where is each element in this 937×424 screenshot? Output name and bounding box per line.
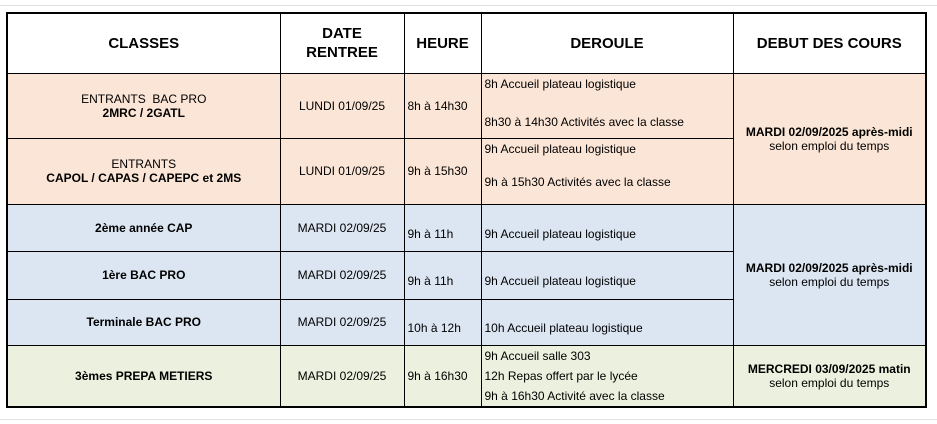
debut-line2: selon emploi du temps (769, 274, 890, 289)
debut-line2: selon emploi du temps (769, 375, 890, 390)
deroule-cell (481, 138, 733, 204)
heure-cell: 9h à 15h30 (404, 138, 481, 204)
deroule-line: 10h Accueil plateau logistique (484, 321, 643, 335)
debut-line2: selon emploi du temps (769, 138, 890, 153)
header-heure: HEURE (404, 13, 481, 73)
deroule-line: 9h à 16h30 Activité avec la classe (484, 388, 665, 403)
class-line2: 2MRC / 2GATL (102, 105, 185, 120)
deroule-line: 9h Accueil plateau logistique (484, 274, 636, 288)
deroule-cell (481, 73, 733, 138)
debut-cell (733, 345, 926, 407)
header-deroule: DEROULE (481, 13, 733, 73)
deroule-line: 9h Accueil plateau logistique (484, 141, 636, 156)
table-row (7, 204, 926, 251)
header-date-rentree (280, 13, 404, 73)
gridline (0, 419, 937, 420)
deroule-cell (481, 299, 733, 345)
deroule-cell (481, 251, 733, 299)
deroule-line: 9h à 15h30 Activités avec la classe (484, 174, 671, 189)
deroule-line: 8h30 à 14h30 Activités avec la classe (484, 114, 684, 129)
class-cell: 3èmes PREPA METIERS (7, 345, 280, 407)
deroule-line: 9h Accueil plateau logistique (484, 226, 636, 241)
heure-cell: 9h à 11h (404, 251, 481, 299)
class-line2: CAPOL / CAPAS / CAPEPC et 2MS (46, 171, 242, 185)
table-row (7, 345, 926, 407)
debut-line1: MARDI 02/09/2025 après-midi (745, 124, 913, 139)
deroule-line: 8h Accueil plateau logistique (484, 76, 636, 91)
deroule-line: 9h Accueil salle 303 (484, 348, 591, 363)
rentree-schedule-table (6, 12, 927, 408)
date-cell: LUNDI 01/09/25 (280, 73, 404, 138)
heure-cell: 9h à 11h (404, 204, 481, 251)
deroule-line: 12h Repas offert par le lycée (484, 368, 638, 383)
date-cell: MARDI 02/09/25 (280, 251, 404, 299)
deroule-cell (481, 345, 733, 407)
class-cell (7, 138, 280, 204)
header-debut-des-cours: DEBUT DES COURS (733, 13, 926, 73)
table-row (7, 73, 926, 138)
gridline (0, 5, 937, 6)
date-cell: MARDI 02/09/25 (280, 299, 404, 345)
header-date-line2: RENTREE (306, 44, 378, 62)
header-date-line1: DATE (322, 25, 362, 43)
class-cell (7, 73, 280, 138)
class-cell: 2ème année CAP (7, 204, 280, 251)
class-cell: Terminale BAC PRO (7, 299, 280, 345)
heure-cell: 8h à 14h30 (404, 73, 481, 138)
deroule-cell (481, 204, 733, 251)
date-cell: LUNDI 01/09/25 (280, 138, 404, 204)
debut-line1: MERCREDI 03/09/2025 matin (747, 361, 911, 376)
date-cell: MARDI 02/09/25 (280, 345, 404, 407)
debut-line1: MARDI 02/09/2025 après-midi (745, 260, 913, 275)
header-row (7, 13, 926, 73)
debut-cell (733, 73, 926, 204)
class-line1: ENTRANTS (111, 157, 177, 171)
header-classes: CLASSES (7, 13, 280, 73)
date-cell: MARDI 02/09/25 (280, 204, 404, 251)
class-line1: ENTRANTS BAC PRO (81, 91, 207, 106)
class-cell: 1ère BAC PRO (7, 251, 280, 299)
heure-cell: 10h à 12h (404, 299, 481, 345)
heure-cell: 9h à 16h30 (404, 345, 481, 407)
debut-cell (733, 204, 926, 345)
